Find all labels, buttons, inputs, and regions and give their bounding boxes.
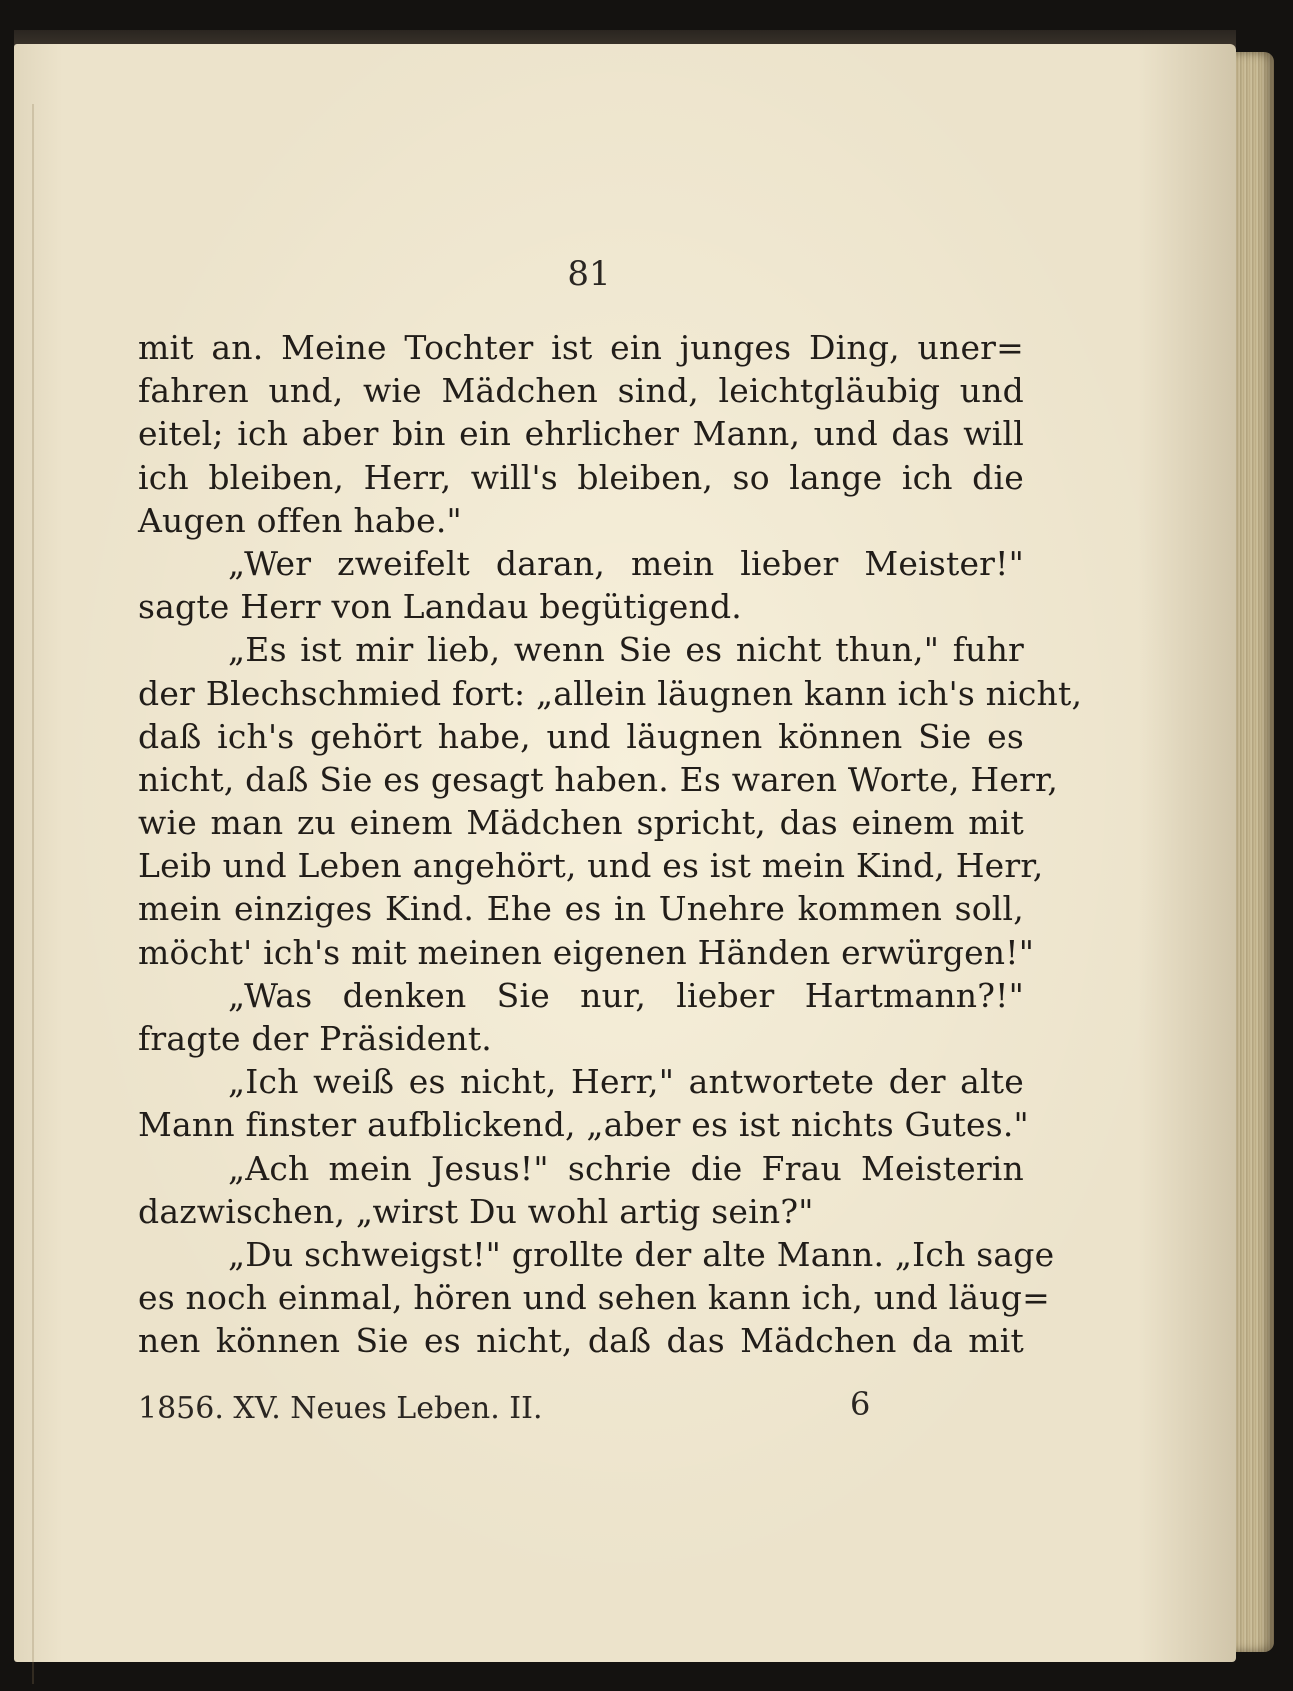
text-line: eitel; ich aber bin ein ehrlicher Mann, und das will (138, 414, 1024, 454)
book-page (14, 44, 1236, 1662)
text-line: nen können Sie es nicht, daß das Mädchen da mit (138, 1321, 1024, 1361)
text-line: „Du schweigst!" grollte der alte Mann. „Ich sage (228, 1234, 1055, 1274)
gutter-line (32, 104, 34, 1684)
text-line: Augen offen habe." (138, 500, 462, 540)
page-footer (138, 1385, 1024, 1431)
text-line: sagte Herr von Landau begütigend. (138, 587, 742, 627)
text-line: es noch einmal, hören und sehen kann ich, und läug= (138, 1278, 1050, 1318)
text-line: „Was denken Sie nur, lieber Hartmann?!" (228, 975, 1024, 1015)
text-line: mein einziges Kind. Ehe es in Unehre kommen soll, (138, 889, 1024, 929)
text-line: „Ich weiß es nicht, Herr," antwortete der alte (228, 1062, 1024, 1102)
text-line: fragte der Präsident. (138, 1019, 492, 1058)
text-line: fahren und, wie Mädchen sind, leichtgläubig und (138, 371, 1024, 411)
text-line: „Es ist mir lieb, wenn Sie es nicht thun," fuhr (228, 630, 1024, 670)
body-text (138, 326, 1083, 1363)
text-line: nicht, daß Sie es gesagt haben. Es waren Worte, Herr, (138, 759, 1059, 799)
text-line: dazwischen, „wirst Du wohl artig sein?" (138, 1191, 814, 1231)
text-line: daß ich's gehört habe, und läugnen können Sie es (138, 716, 1024, 756)
sheet-number: 6 (850, 1385, 871, 1423)
page-edge-stack (1236, 52, 1274, 1652)
page-number: 81 (567, 254, 611, 294)
text-line: Mann finster aufblickend, „aber es ist nichts Gutes." (138, 1105, 1029, 1145)
text-line: Leib und Leben angehört, und es ist mein Kind, Herr, (138, 846, 1044, 886)
text-line: der Blechschmied fort: „allein läugnen kann ich's nicht, (138, 673, 1083, 713)
text-line: möcht' ich's mit meinen eigenen Händen erwürgen!" (138, 932, 1035, 972)
text-line: wie man zu einem Mädchen spricht, das einem mit (138, 803, 1024, 843)
text-line: „Ach mein Jesus!" schrie die Frau Meisterin (228, 1148, 1024, 1188)
text-line: ich bleiben, Herr, will's bleiben, so lange ich die (138, 457, 1024, 497)
text-line: mit an. Meine Tochter ist ein junges Ding, uner= (138, 328, 1024, 367)
text-line: „Wer zweifelt daran, mein lieber Meister!" (228, 543, 1024, 583)
signature-mark: 1856. XV. Neues Leben. II. (138, 1391, 543, 1426)
